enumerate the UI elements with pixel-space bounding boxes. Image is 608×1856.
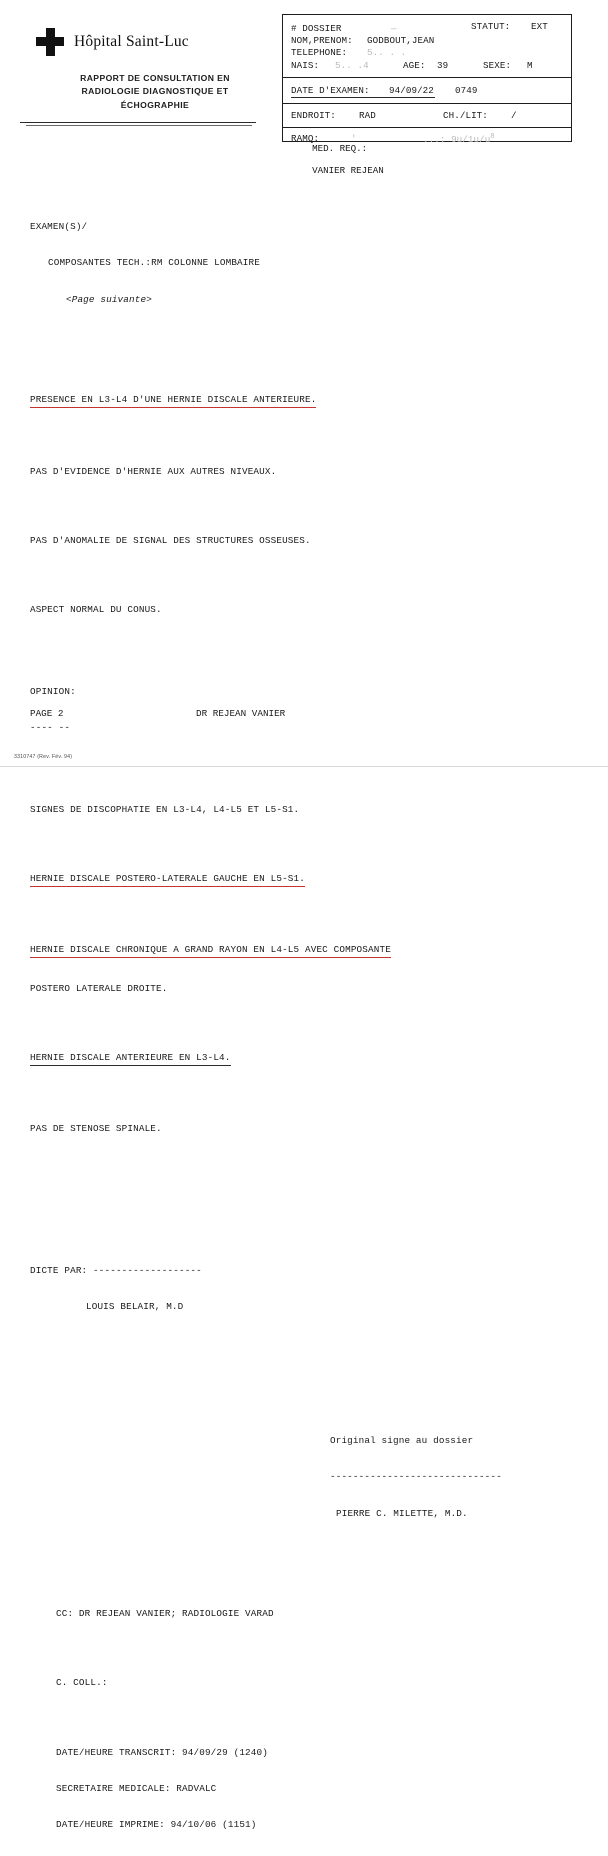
dicte-par-dashes: -------------------	[93, 1265, 202, 1277]
statut-value: EXT	[531, 21, 548, 32]
imprime-line: DATE/HEURE IMPRIME: 94/10/06 (1151)	[56, 1819, 257, 1831]
dicte-par-label: DICTE PAR:	[30, 1265, 88, 1277]
opinion-item-6: PAS DE STENOSE SPINALE.	[30, 1123, 162, 1135]
page-number: PAGE 2	[30, 708, 64, 719]
ramq-trailing-text: ...: 9u/1u/u	[423, 134, 491, 146]
title-rule	[20, 122, 256, 123]
dossier-value: —	[391, 23, 397, 34]
ch-lit-value: /	[511, 110, 517, 121]
nais-value: 5.. .4	[335, 60, 369, 71]
age-label: AGE:	[403, 60, 426, 71]
patient-info-box	[282, 14, 572, 146]
age-value: 39	[437, 60, 449, 71]
dicte-par-name: LOUIS BELAIR, M.D	[86, 1301, 184, 1313]
ramq-trailing	[423, 133, 495, 146]
finding-4: ASPECT NORMAL DU CONUS.	[30, 604, 162, 616]
cross-icon	[36, 28, 64, 56]
finding-3: PAS D'ANOMALIE DE SIGNAL DES STRUCTURES OSSEUSES.	[30, 535, 311, 547]
transcrit-line: DATE/HEURE TRANSCRIT: 94/09/29 (1240)	[56, 1746, 268, 1758]
examens-label: EXAMEN(S)/	[30, 221, 88, 233]
endroit-value: RAD	[359, 110, 376, 121]
composantes-line: COMPOSANTES TECH.:RM COLONNE LOMBAIRE	[48, 257, 260, 269]
endroit-label: ENDROIT:	[291, 110, 336, 121]
opinion-item-1: SIGNES DE DISCOPHATIE EN L3-L4, L4-L5 ET L5-S1.	[30, 803, 300, 815]
opinion-dashes: ---- --	[30, 722, 71, 734]
nais-label: NAIS:	[291, 60, 320, 71]
sexe-value: M	[527, 60, 533, 71]
info-divider-2	[283, 103, 571, 104]
opinion-item-4: POSTERO LATERALE DROITE.	[30, 982, 168, 994]
signature-name: PIERRE C. MILETTE, M.D.	[336, 1507, 468, 1519]
nom-prenom-value: GODBOUT,JEAN	[367, 35, 435, 46]
date-examen-label: DATE D'EXAMEN:	[291, 85, 370, 96]
date-examen-value: 94/09/22	[389, 85, 434, 96]
footer-rule	[0, 766, 608, 767]
report-title-line-1: RAPPORT DE CONSULTATION EN	[80, 73, 230, 83]
med-req-row	[290, 132, 384, 187]
med-req-label: MED. REQ.:	[312, 143, 368, 154]
finding-1-text: PRESENCE EN L3-L4 D'UNE HERNIE DISCALE ANTERIEURE.	[30, 394, 316, 408]
sexe-label: SEXE:	[483, 60, 512, 71]
opinion-item-3	[30, 944, 578, 958]
ramq-value: '	[351, 133, 357, 144]
statut-label: STATUT:	[471, 21, 511, 32]
date-examen-extra: 0749	[455, 85, 478, 96]
dossier-label: # DOSSIER	[291, 23, 342, 34]
hospital-name-row	[36, 28, 266, 56]
signature-dashes: ------------------------------	[330, 1471, 502, 1483]
date-examen-underline	[291, 97, 435, 98]
ramq-trailing-sup: 8	[490, 133, 495, 141]
hospital-header	[36, 28, 266, 112]
ramq-label: RAMQ:	[291, 133, 320, 144]
med-req-value: VANIER REJEAN	[312, 165, 384, 176]
report-title-line-2: RADIOLOGIE DIAGNOSTIQUE ET	[81, 86, 229, 97]
opinion-label: OPINION:	[30, 685, 76, 697]
opinion-item-2	[30, 873, 578, 887]
opinion-item-2-text: HERNIE DISCALE POSTERO-LATERALE GAUCHE EN L5-S1.	[30, 873, 305, 887]
footer-doctor: DR REJEAN VANIER	[196, 708, 286, 719]
signature-note: Original signe au dossier	[330, 1435, 474, 1447]
hospital-name: Hôpital Saint-Luc	[74, 33, 189, 50]
info-divider-1	[283, 77, 571, 78]
title-rule-secondary	[26, 125, 252, 126]
telephone-label: TELEPHONE:	[291, 47, 348, 58]
opinion-item-3-text: HERNIE DISCALE CHRONIQUE A GRAND RAYON EN L4-L5 AVEC COMPOSANTE	[30, 944, 391, 958]
cc-line: CC: DR REJEAN VANIER; RADIOLOGIE VARAD	[56, 1608, 274, 1620]
form-code: 3310747 (Rev. Fév. 94)	[14, 754, 73, 760]
info-divider-3	[283, 127, 571, 128]
opinion-item-5-text: HERNIE DISCALE ANTERIEURE EN L3-L4.	[30, 1052, 231, 1066]
nom-prenom-label: NOM,PRENOM:	[291, 35, 353, 46]
ch-lit-label: CH./LIT:	[443, 110, 488, 121]
ccoll-line: C. COLL.:	[56, 1677, 108, 1689]
report-body	[30, 185, 578, 1856]
report-title	[36, 72, 266, 112]
report-title-line-3: ÉCHOGRAPHIE	[120, 99, 190, 110]
telephone-value: 5.. . .	[367, 47, 407, 58]
secretaire-line: SECRETAIRE MEDICALE: RADVALC	[56, 1783, 217, 1795]
opinion-item-5	[30, 1052, 578, 1066]
dicte-par-row	[30, 1265, 578, 1277]
finding-2: PAS D'EVIDENCE D'HERNIE AUX AUTRES NIVEAUX.	[30, 465, 277, 477]
finding-1	[30, 394, 578, 408]
page-suivante-note: <Page suivante>	[66, 293, 152, 305]
